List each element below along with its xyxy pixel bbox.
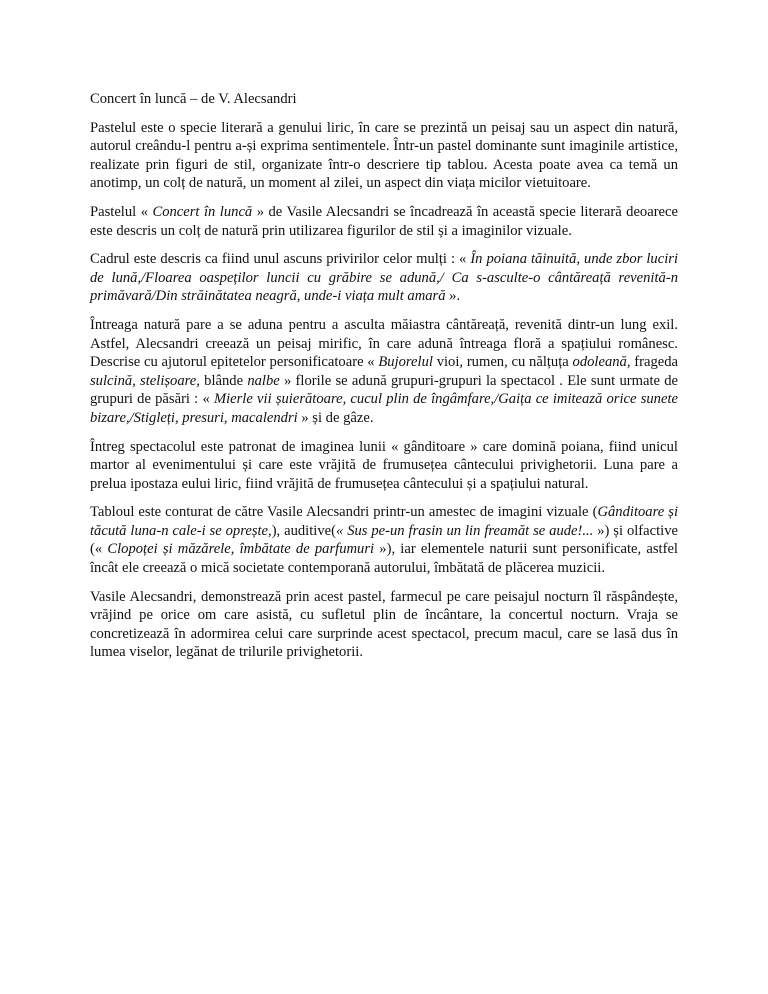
italic-span: nalbe bbox=[247, 372, 280, 389]
text-span: ), auditive( bbox=[271, 522, 336, 539]
italic-span: În poiana tăinuită, unde zbor luciri de lună,/Floarea oaspeților luncii cu grăbire se adună,/ Ca s-asculte-o cântăreață revenită-n primăvară/Din străinătatea neagră, unde-i viața mult amară bbox=[90, 251, 678, 305]
paragraph-1 bbox=[90, 119, 678, 193]
paragraph-2 bbox=[90, 203, 678, 240]
text-span: Întreg spectacolul este patronat de imaginea lunii « gânditoare » care domină poiana, fiind unicul martor al evenimentului și care este vrăjită de frumusețea cântecului privighetorii. Luna pare a prelua ipostaza eului liric, fiind vrăjită de frumusețea cântecului și a spațiului natural. bbox=[90, 438, 678, 492]
text-span: ». bbox=[445, 288, 461, 305]
italic-span: Gânditoare și tăcută luna-n cale-i se oprește, bbox=[90, 504, 678, 539]
text-span: Cadrul este descris ca fiind unul ascuns privirilor celor mulți : « bbox=[90, 251, 471, 268]
text-span: vioi, rumen, cu nălțuța bbox=[432, 354, 573, 371]
italic-span: sulcină, stelișoare, bbox=[90, 372, 200, 389]
text-span: »), iar elementele naturii sunt personificate, astfel încât ele creează o mică societate contemporană autorului, îmbătată de plăcerea muzicii. bbox=[90, 541, 678, 577]
italic-span: Bujorelul bbox=[378, 354, 433, 371]
text-span: Tabloul este conturat de către Vasile Alecsandri printr-un amestec de imagini vizuale ( bbox=[90, 504, 598, 521]
italic-span: Mierle vii șuierătoare, cucul plin de îngâmfare,/Gaița ce imitează orice sunete bizare,/Stigleți, presuri, macalendri bbox=[90, 391, 678, 426]
text-span: Pastelul « bbox=[90, 203, 153, 220]
text-span: » și de gâze. bbox=[297, 409, 374, 426]
text-span: Întreaga natură pare a se aduna pentru a asculta măiastra cântăreață, revenită dintr-un lung exil. Astfel, Alecsandri creează un peisaj mirific, în care adună întreaga floră a spațiului românesc. Descrise cu ajutorul epitetelor personificatoare « bbox=[90, 316, 678, 371]
text-span: frageda bbox=[630, 354, 678, 371]
paragraph-6 bbox=[90, 503, 678, 577]
text-span: blânde bbox=[199, 372, 248, 389]
italic-span: odoleană, bbox=[572, 354, 631, 371]
paragraph-4 bbox=[90, 316, 678, 428]
text-span: Vasile Alecsandri, demonstrează prin acest pastel, farmecul pe care peisajul nocturn îl răspândește, vrăjind pe orice om care asistă, cu sufletul plin de încântare, la concertul nocturn. Vraja se concretizează în adormirea celui care surprinde acest spectacol, precum macul, care se lasă dus în lumea viselor, legănat de trilurile privighetorii. bbox=[90, 588, 678, 661]
text-span: » florile se adună grupuri-grupuri la spectacol . Ele sunt urmate de grupuri de păsări : « bbox=[90, 372, 679, 408]
text-span: » de Vasile Alecsandri se încadrează în această specie literară deoarece este descris un colț de natură prin utilizarea figurilor de stil și a imaginilor vizuale. bbox=[90, 203, 678, 239]
text-span: ») și olfactive (« bbox=[90, 522, 679, 558]
paragraph-3 bbox=[90, 250, 678, 306]
italic-span: Concert în luncă bbox=[152, 203, 253, 220]
italic-span: « Sus pe-un frasin un lin freamăt se aude!... bbox=[335, 522, 594, 539]
paragraph-7 bbox=[90, 588, 678, 662]
italic-span: Clopoței și măzărele, îmbătate de parfumuri bbox=[107, 541, 375, 558]
document-body bbox=[90, 90, 678, 672]
text-span: Pastelul este o specie literară a genului liric, în care se prezintă un peisaj sau un aspect din natură, autorul creându-l pentru a-și exprima sentimentele. Într-un pastel dominante sunt imaginile artistice, realizate prin figuri de stil, organizate într-o descriere tip tablou. Acesta poate avea ca temă un anotimp, un colț de natură, un moment al zilei, un aspect din viața micilor vietuitoare. bbox=[90, 119, 678, 192]
paragraph-5 bbox=[90, 438, 678, 494]
document-title: Concert în luncă – de V. Alecsandri bbox=[90, 91, 297, 107]
